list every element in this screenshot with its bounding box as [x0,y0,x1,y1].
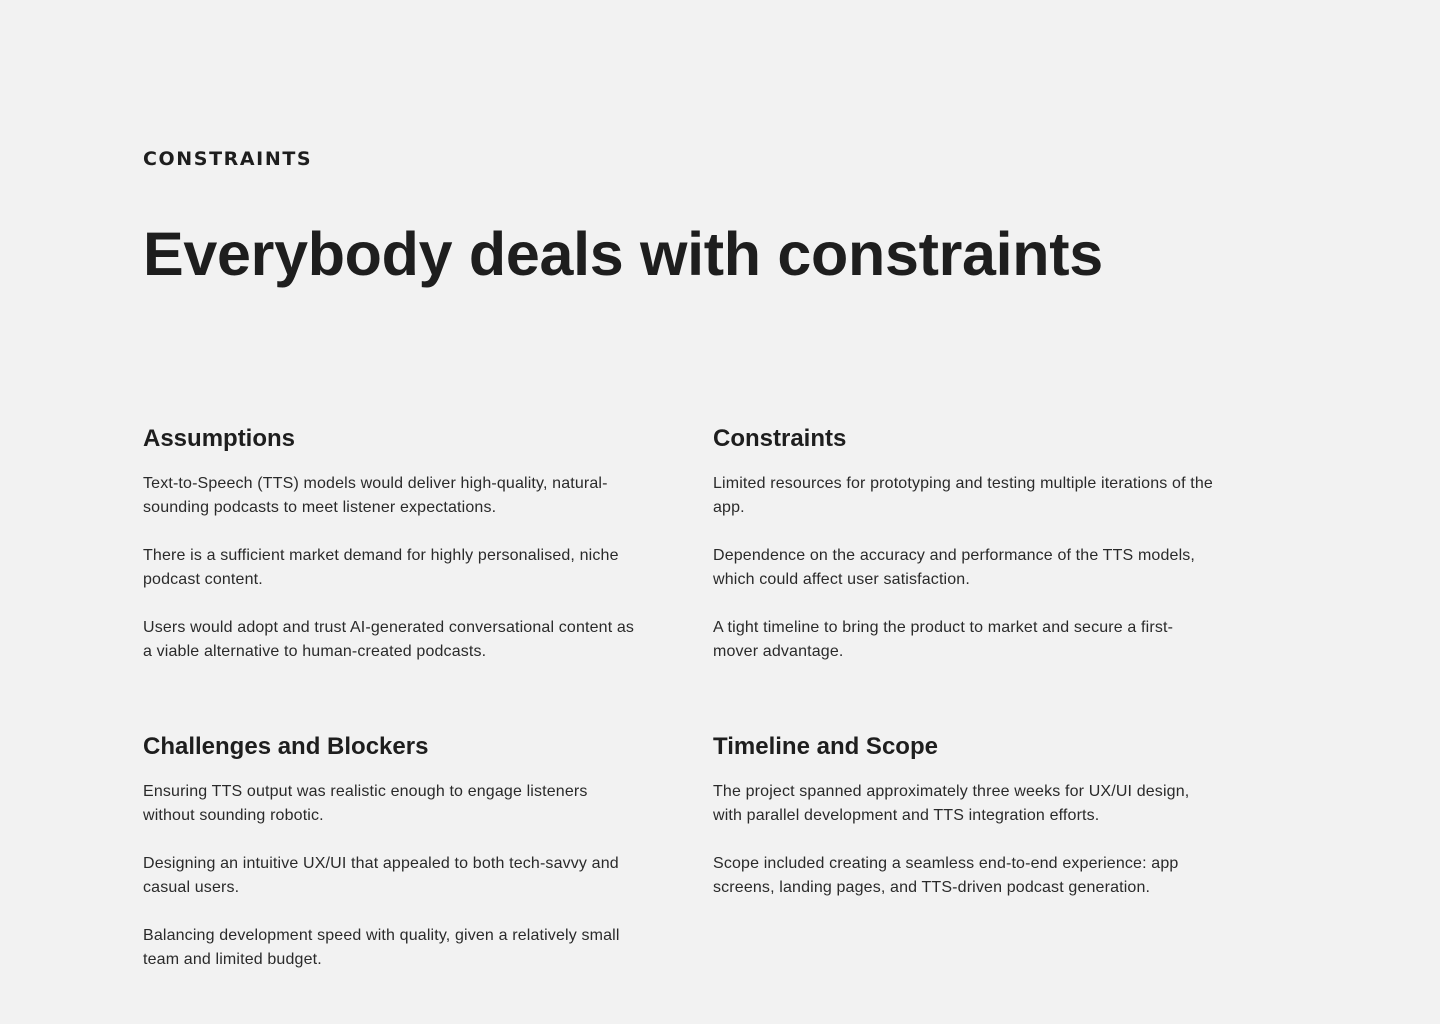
challenge-item: Ensuring TTS output was realistic enough to engage listeners without sounding robotic. [143,783,588,824]
assumptions-list [143,472,643,664]
timeline-item: The project spanned approximately three weeks for UX/UI design, with parallel development and TTS integration efforts. [713,783,1190,824]
assumption-item: Users would adopt and trust AI-generated conversational content as a viable alternative to human-created podcasts. [143,619,635,660]
timeline-list [713,780,1213,900]
constraint-item: Dependence on the accuracy and performance of the TTS models, which could affect user satisfaction. [713,547,1196,588]
challenge-item: Balancing development speed with quality, given a relatively small team and limited budget. [143,927,620,968]
timeline-section [713,732,1233,896]
assumption-item: There is a sufficient market demand for highly personalised, niche podcast content. [143,547,619,588]
challenges-list [143,780,643,972]
challenges-section [143,732,663,968]
constraint-item: Limited resources for prototyping and testing multiple iterations of the app. [713,475,1213,516]
challenges-heading: Challenges and Blockers [143,733,429,760]
assumptions-heading: Assumptions [143,425,296,452]
constraints-heading: Constraints [713,425,847,452]
timeline-heading: Timeline and Scope [713,733,938,760]
page-title: Everybody deals with constraints [143,220,1103,288]
assumption-item: Text-to-Speech (TTS) models would deliver high-quality, natural-sounding podcasts to meet listener expectations. [143,475,608,516]
constraint-item: A tight timeline to bring the product to market and secure a first-mover advantage. [713,619,1174,660]
timeline-item: Scope included creating a seamless end-to-end experience: app screens, landing pages, and TTS-driven podcast generation. [713,855,1179,896]
constraints-list [713,472,1213,664]
constraints-section [713,424,1233,660]
section-eyebrow: CONSTRAINTS [143,148,313,170]
assumptions-section [143,424,663,660]
challenge-item: Designing an intuitive UX/UI that appealed to both tech-savvy and casual users. [143,855,619,896]
